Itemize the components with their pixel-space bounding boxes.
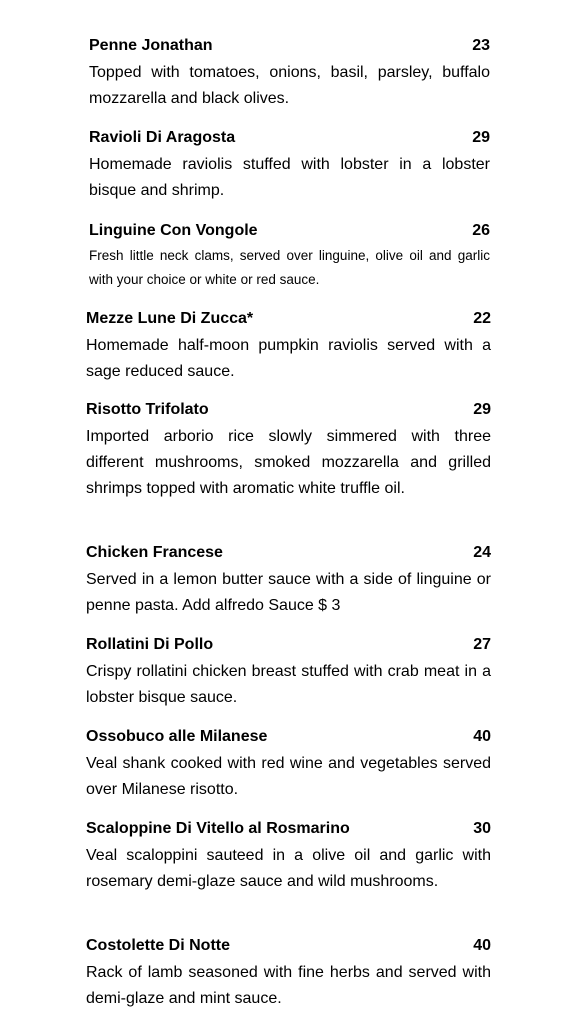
- item-price: 30: [473, 820, 491, 837]
- item-name: Mezze Lune Di Zucca*: [86, 310, 254, 327]
- item-description: Homemade half-moon pumpkin raviolis served with a sage reduced sauce.: [86, 337, 491, 380]
- item-description: Veal shank cooked with red wine and vegetables served over Milanese risotto.: [86, 755, 491, 798]
- item-price: 23: [472, 37, 490, 54]
- item-name: Chicken Francese: [86, 544, 223, 561]
- item-description: Homemade raviolis stuffed with lobster in a lobster bisque and shrimp.: [89, 156, 490, 199]
- item-description: Fresh little neck clams, served over linguine, olive oil and garlic with your choice or white or red sauce.: [89, 248, 490, 287]
- menu-item-ravioli-di-aragosta: [89, 128, 490, 204]
- menu-item-costolette-di-notte: [86, 936, 491, 1012]
- item-name: Ossobuco alle Milanese: [86, 728, 268, 745]
- item-name: Costolette Di Notte: [86, 937, 230, 954]
- item-price: 40: [473, 937, 491, 954]
- item-name: Linguine Con Vongole: [89, 222, 258, 239]
- menu-item-risotto-trifolato: [86, 400, 491, 502]
- menu-item-penne-jonathan: [89, 36, 490, 112]
- item-name: Scaloppine Di Vitello al Rosmarino: [86, 820, 350, 837]
- item-name: Rollatini Di Pollo: [86, 636, 214, 653]
- item-description: Topped with tomatoes, onions, basil, parsley, buffalo mozzarella and black olives.: [89, 64, 490, 107]
- item-description: Rack of lamb seasoned with fine herbs and served with demi-glaze and mint sauce.: [86, 964, 491, 1007]
- item-description: Served in a lemon butter sauce with a side of linguine or penne pasta. Add alfredo Sauce $ 3: [86, 571, 491, 614]
- item-price: 24: [473, 544, 491, 561]
- item-price: 27: [473, 636, 491, 653]
- menu-item-chicken-francese: [86, 543, 491, 619]
- item-description: Veal scaloppini sauteed in a olive oil and garlic with rosemary demi-glaze sauce and wild mushrooms.: [86, 847, 491, 890]
- menu-item-ossobuco-alle-milanese: [86, 727, 491, 803]
- menu-item-rollatini-di-pollo: [86, 635, 491, 711]
- item-price: 22: [473, 310, 491, 327]
- item-name: Risotto Trifolato: [86, 401, 209, 418]
- menu-item-linguine-con-vongole: [89, 221, 490, 292]
- item-price: 29: [473, 401, 491, 418]
- menu-item-scaloppine-di-vitello: [86, 819, 491, 895]
- item-price: 29: [472, 129, 490, 146]
- item-description: Crispy rollatini chicken breast stuffed with crab meat in a lobster bisque sauce.: [86, 663, 491, 706]
- item-price: 26: [472, 222, 490, 239]
- item-name: Ravioli Di Aragosta: [89, 129, 236, 146]
- item-description: Imported arborio rice slowly simmered with three different mushrooms, smoked mozzarella and grilled shrimps topped with aromatic white truffle oil.: [86, 428, 491, 497]
- menu-item-mezze-lune-di-zucca: [86, 309, 491, 385]
- item-price: 40: [473, 728, 491, 745]
- item-name: Penne Jonathan: [89, 37, 213, 54]
